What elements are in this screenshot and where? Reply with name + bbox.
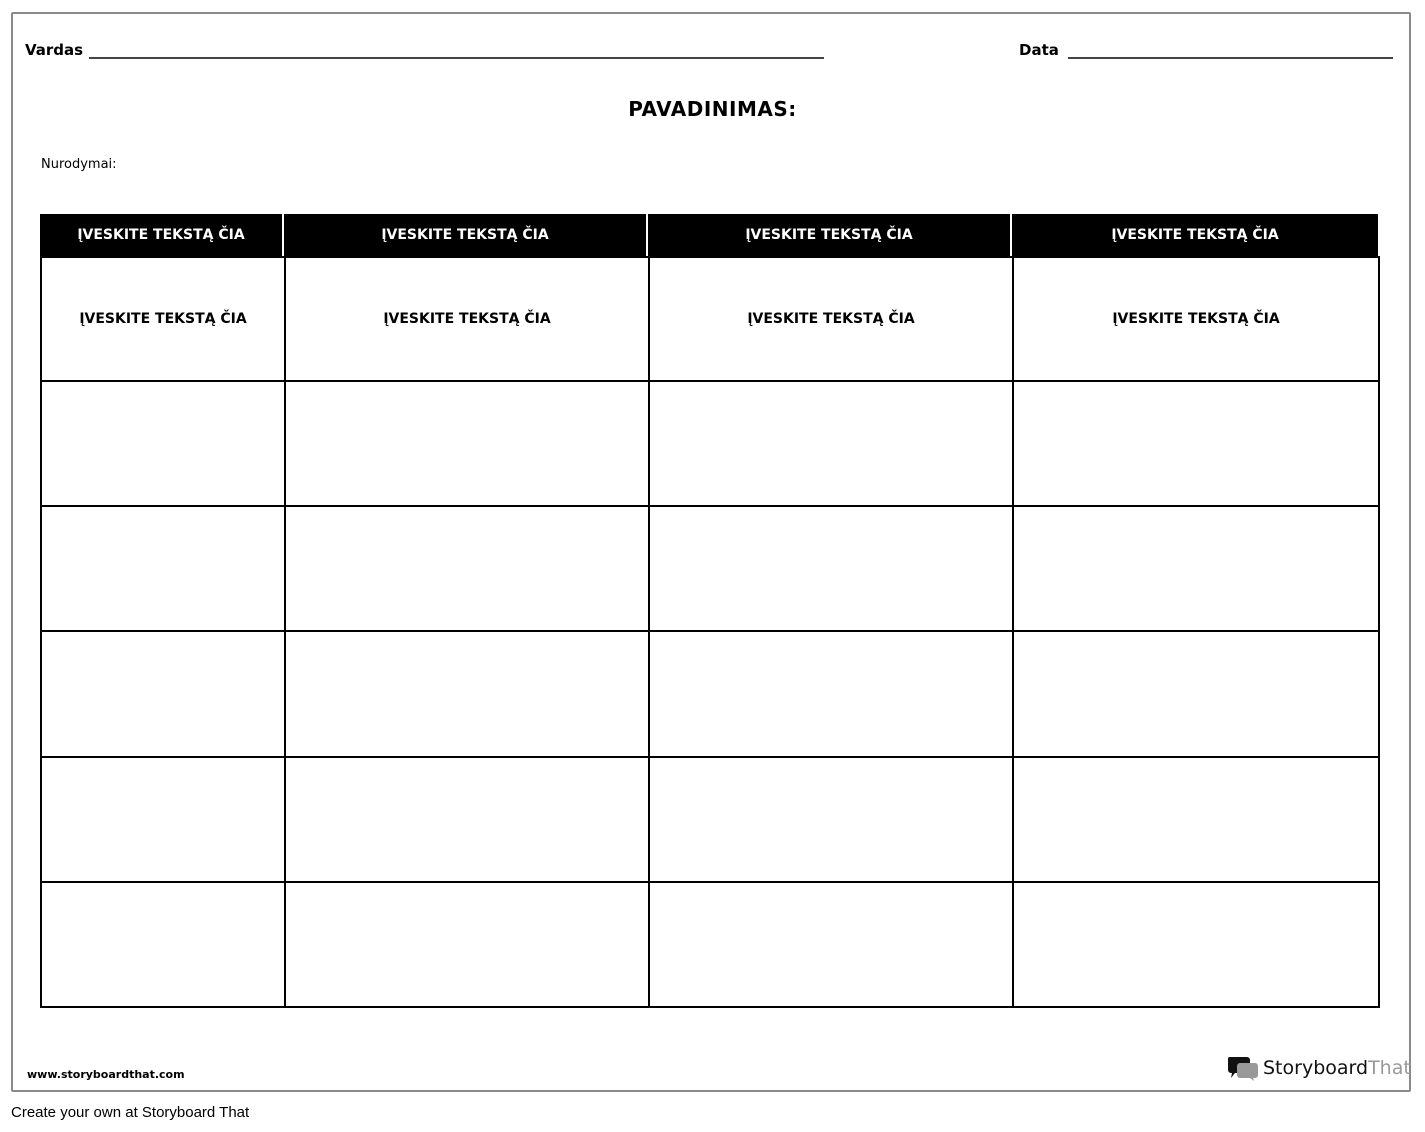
name-field-line[interactable]	[89, 57, 824, 59]
table-cell[interactable]	[648, 632, 1012, 758]
logo-accent-text: That	[1368, 1057, 1411, 1079]
table-cell[interactable]	[284, 883, 648, 1008]
speech-bubbles-icon	[1227, 1055, 1259, 1081]
table-cell[interactable]	[40, 883, 284, 1008]
table-cell[interactable]	[284, 632, 648, 758]
name-label: Vardas	[25, 41, 84, 59]
table-cell[interactable]	[648, 883, 1012, 1008]
table-header-cell[interactable]: ĮVESKITE TEKSTĄ ČIA	[284, 214, 648, 256]
table-cell[interactable]	[648, 507, 1012, 632]
table-cell[interactable]	[284, 758, 648, 883]
table-cell[interactable]: ĮVESKITE TEKSTĄ ČIA	[1012, 256, 1380, 382]
table-cell[interactable]	[40, 382, 284, 507]
table-cell[interactable]	[284, 382, 648, 507]
table-cell[interactable]	[1012, 382, 1380, 507]
table-cell[interactable]: ĮVESKITE TEKSTĄ ČIA	[648, 256, 1012, 382]
table-cell[interactable]	[284, 507, 648, 632]
table-cell[interactable]	[1012, 632, 1380, 758]
table-cell[interactable]	[40, 507, 284, 632]
table-cell[interactable]	[1012, 883, 1380, 1008]
create-your-own-link[interactable]: Create your own at Storyboard That	[11, 1104, 250, 1121]
date-label: Data	[1019, 41, 1059, 59]
table-cell[interactable]	[40, 632, 284, 758]
table-header-cell[interactable]: ĮVESKITE TEKSTĄ ČIA	[1012, 214, 1380, 256]
website-url: www.storyboardthat.com	[27, 1068, 185, 1081]
table-header-cell[interactable]: ĮVESKITE TEKSTĄ ČIA	[648, 214, 1012, 256]
worksheet-table	[40, 214, 1380, 1008]
table-cell[interactable]	[648, 382, 1012, 507]
table-cell[interactable]	[1012, 507, 1380, 632]
table-cell[interactable]: ĮVESKITE TEKSTĄ ČIA	[40, 256, 284, 382]
table-header-cell[interactable]: ĮVESKITE TEKSTĄ ČIA	[40, 214, 284, 256]
table-cell[interactable]	[40, 758, 284, 883]
instructions-label: Nurodymai:	[41, 157, 117, 172]
page-title: PAVADINIMAS:	[628, 97, 797, 121]
storyboardthat-logo	[1227, 1055, 1411, 1081]
logo-main-text: Storyboard	[1263, 1057, 1369, 1079]
date-field-line[interactable]	[1068, 57, 1393, 59]
table-cell[interactable]	[1012, 758, 1380, 883]
table-cell[interactable]	[648, 758, 1012, 883]
table-cell[interactable]: ĮVESKITE TEKSTĄ ČIA	[284, 256, 648, 382]
